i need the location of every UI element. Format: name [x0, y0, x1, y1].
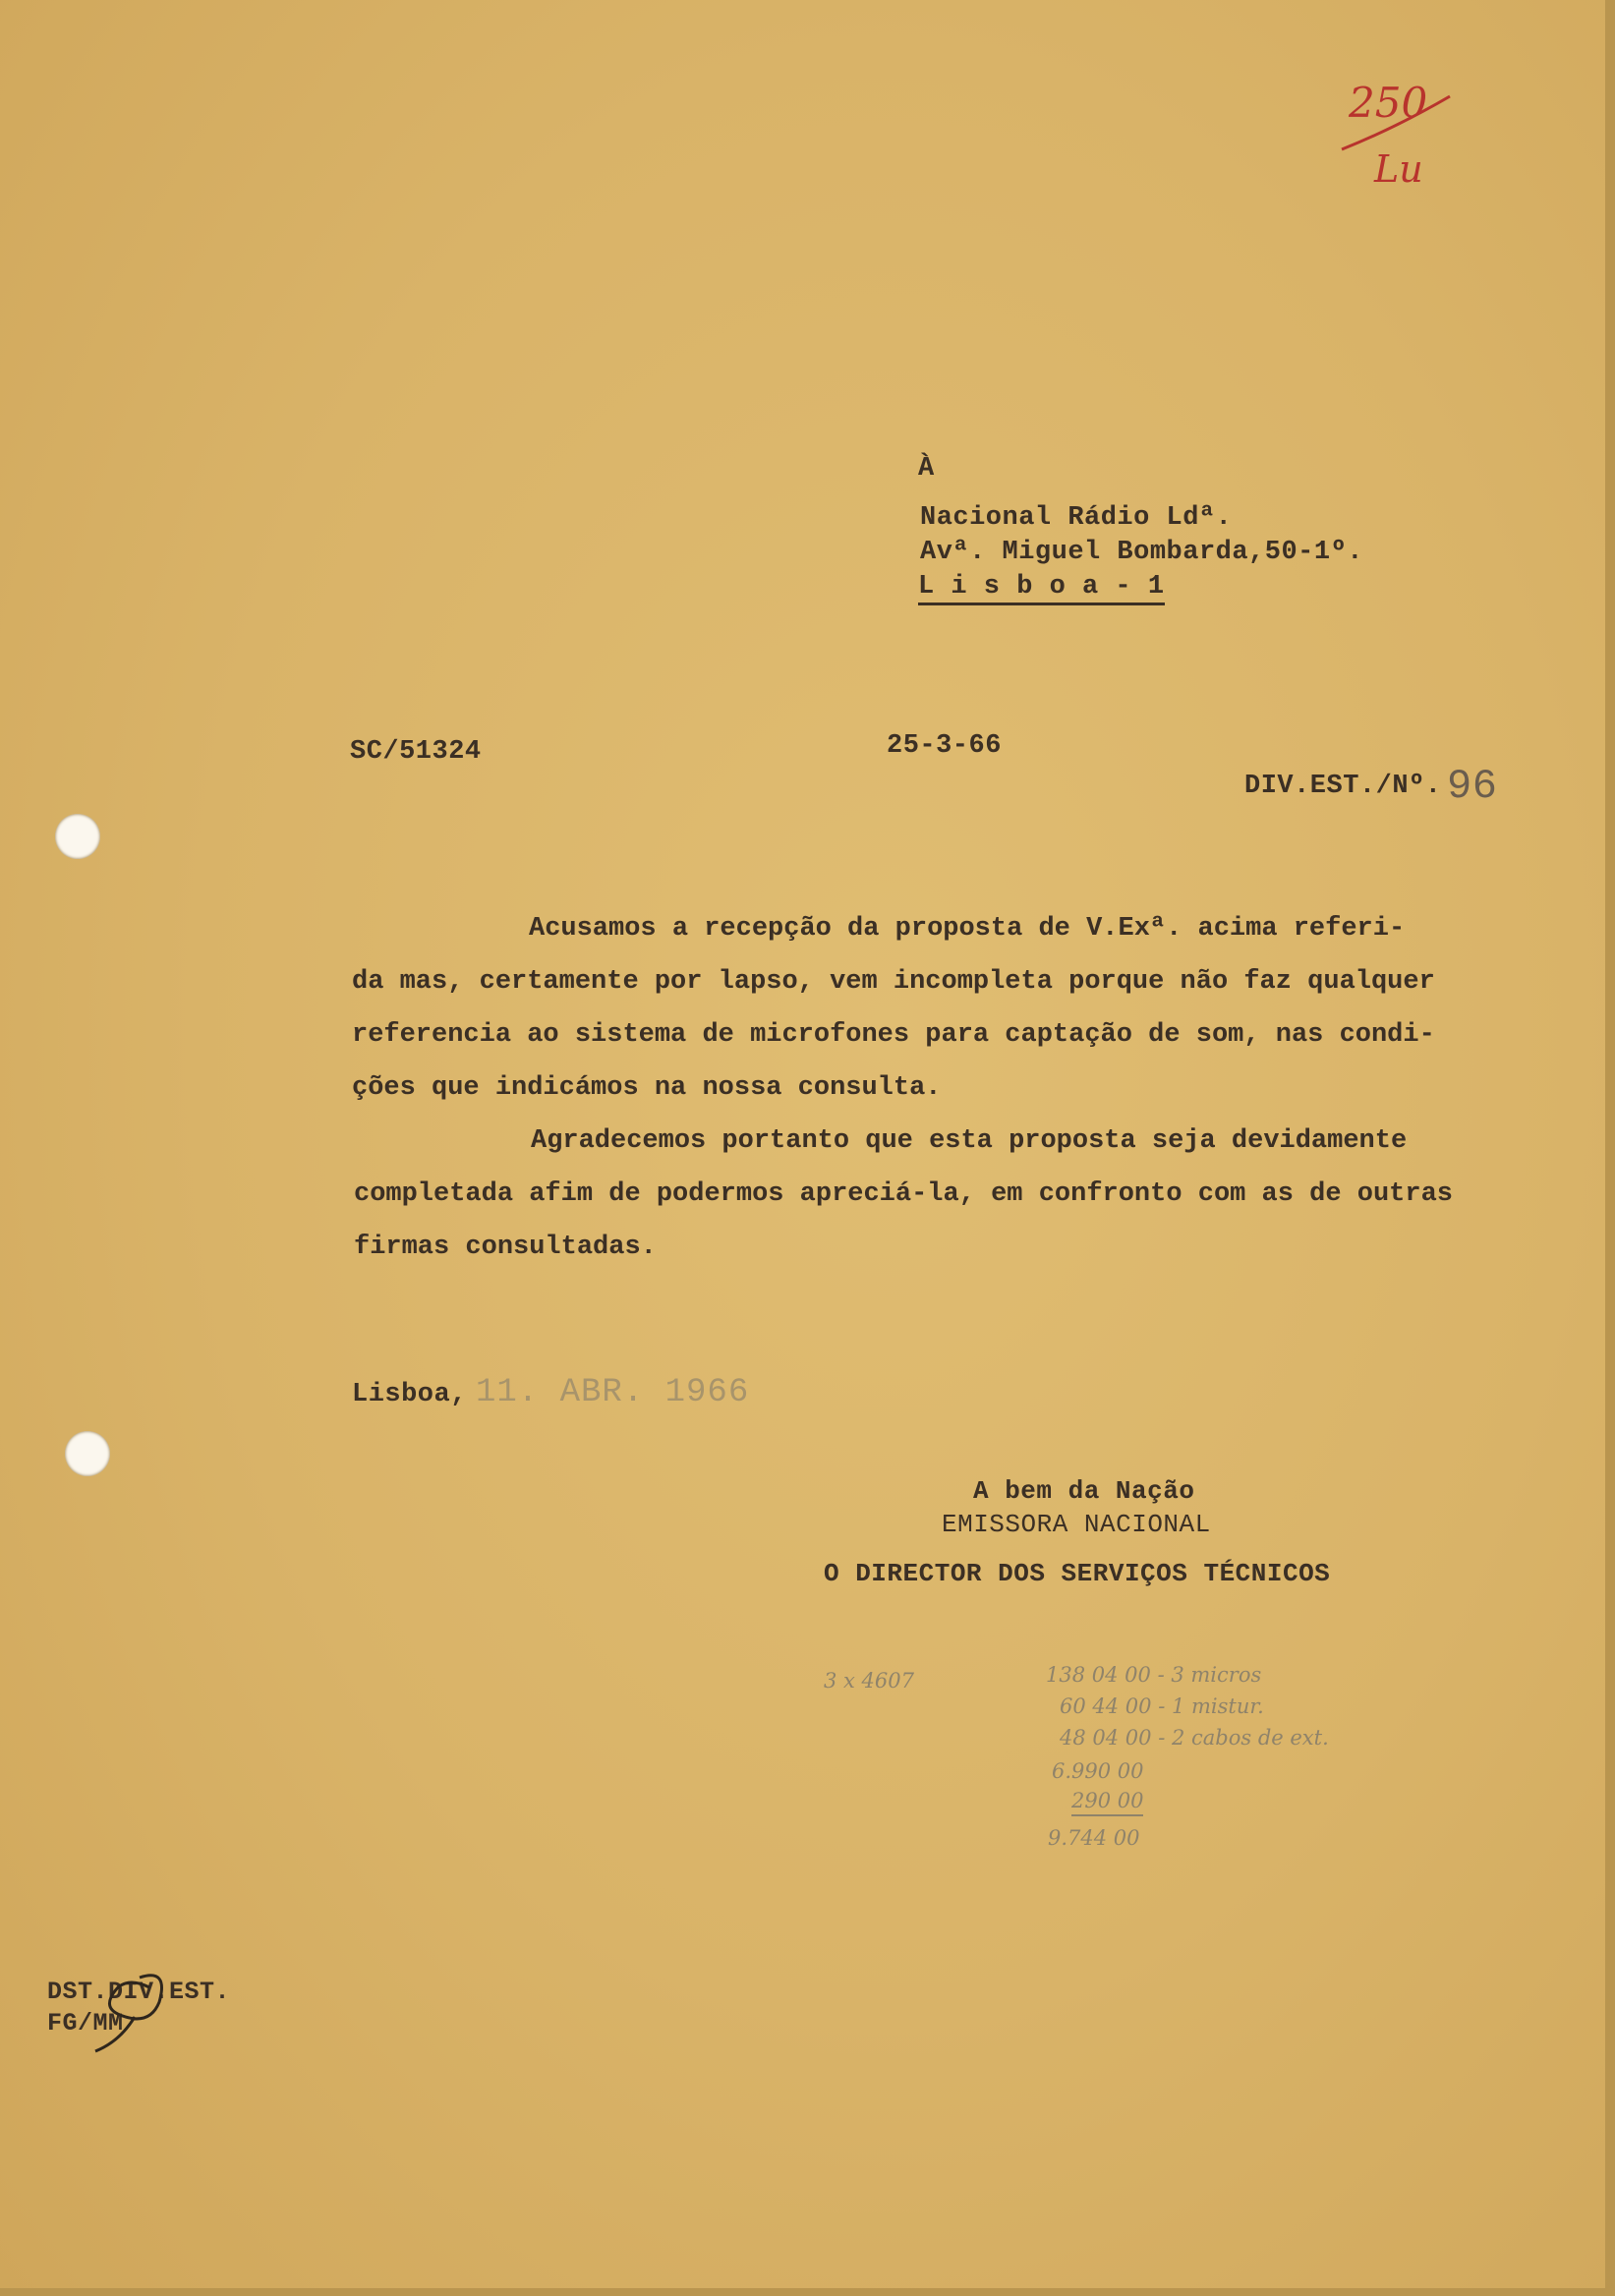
pencil-total: 9.744 00 — [1048, 1826, 1140, 1850]
received-date-stamp: 11. ABR. 1966 — [476, 1374, 750, 1411]
pencil-line — [1052, 1759, 1144, 1783]
pencil-amount: 290 00 — [1071, 1789, 1144, 1812]
paragraph-2-line: firmas consultadas. — [354, 1233, 657, 1262]
paragraph-1-line: da mas, certamente por lapso, vem incompleta porque não faz qualquer — [352, 967, 1435, 997]
recipient-prefix: À — [918, 454, 935, 484]
paragraph-2-line: Agradecemos portanto que esta proposta seja devidamente — [531, 1126, 1408, 1156]
punch-hole-lower — [65, 1431, 110, 1476]
pencil-amount: 138 04 00 — [1046, 1663, 1151, 1687]
pencil-item: - 2 cabos de ext. — [1158, 1726, 1329, 1750]
paragraph-1-line: referencia ao sistema de microfones para captação de som, nas condi- — [352, 1020, 1435, 1050]
punch-hole-upper — [55, 814, 100, 859]
page-edge-right — [1605, 0, 1615, 2296]
footer-line-1: DST.DIV.EST. — [47, 1978, 231, 2006]
division-number: 96 — [1447, 763, 1498, 810]
page-edge-bottom — [0, 2288, 1615, 2296]
initials-scribble — [90, 1958, 179, 2056]
footer-line-2: FG/MM — [47, 2009, 124, 2038]
folio-initials: Lu — [1374, 147, 1423, 191]
division-label: DIV.EST./Nº. — [1244, 772, 1442, 801]
pencil-line — [1046, 1663, 1261, 1687]
recipient-street: Avª. Miguel Bombarda,50-1º. — [920, 538, 1363, 567]
pencil-amount: 60 44 00 — [1060, 1694, 1152, 1718]
signature-closing: A bem da Nação — [973, 1476, 1195, 1506]
dateline-place: Lisboa, — [352, 1380, 467, 1409]
recipient-city: L i s b o a - 1 — [918, 572, 1165, 605]
pencil-line — [1071, 1789, 1143, 1816]
letter-date: 25-3-66 — [887, 731, 1002, 761]
pencil-line — [1060, 1726, 1329, 1750]
recipient-name: Nacional Rádio Ldª. — [920, 503, 1233, 533]
signature-organisation: EMISSORA NACIONAL — [942, 1510, 1211, 1539]
body-paragraph-1 — [352, 902, 1435, 1115]
paragraph-2-line: completada afim de podermos apreciá-la, em confronto com as de outras — [354, 1179, 1453, 1209]
pencil-note-left: 3 x 4607 — [824, 1669, 914, 1693]
folio-underline — [1337, 88, 1455, 157]
pencil-line — [1060, 1694, 1264, 1718]
pencil-item: - 3 micros — [1157, 1663, 1262, 1687]
body-paragraph-2 — [354, 1115, 1453, 1274]
paragraph-1-line: Acusamos a recepção da proposta de V.Exª. acima referi- — [529, 914, 1406, 944]
signature-title: O DIRECTOR DOS SERVIÇOS TÉCNICOS — [824, 1559, 1331, 1588]
pencil-item: - 1 mistur. — [1158, 1694, 1264, 1718]
pencil-amount: 48 04 00 — [1060, 1726, 1152, 1750]
folio-page-number: 250 — [1349, 79, 1428, 127]
paragraph-1-line: ções que indicámos na nossa consulta. — [352, 1073, 942, 1103]
sender-reference: SC/51324 — [350, 737, 482, 767]
pencil-amount: 6.990 00 — [1052, 1759, 1144, 1783]
